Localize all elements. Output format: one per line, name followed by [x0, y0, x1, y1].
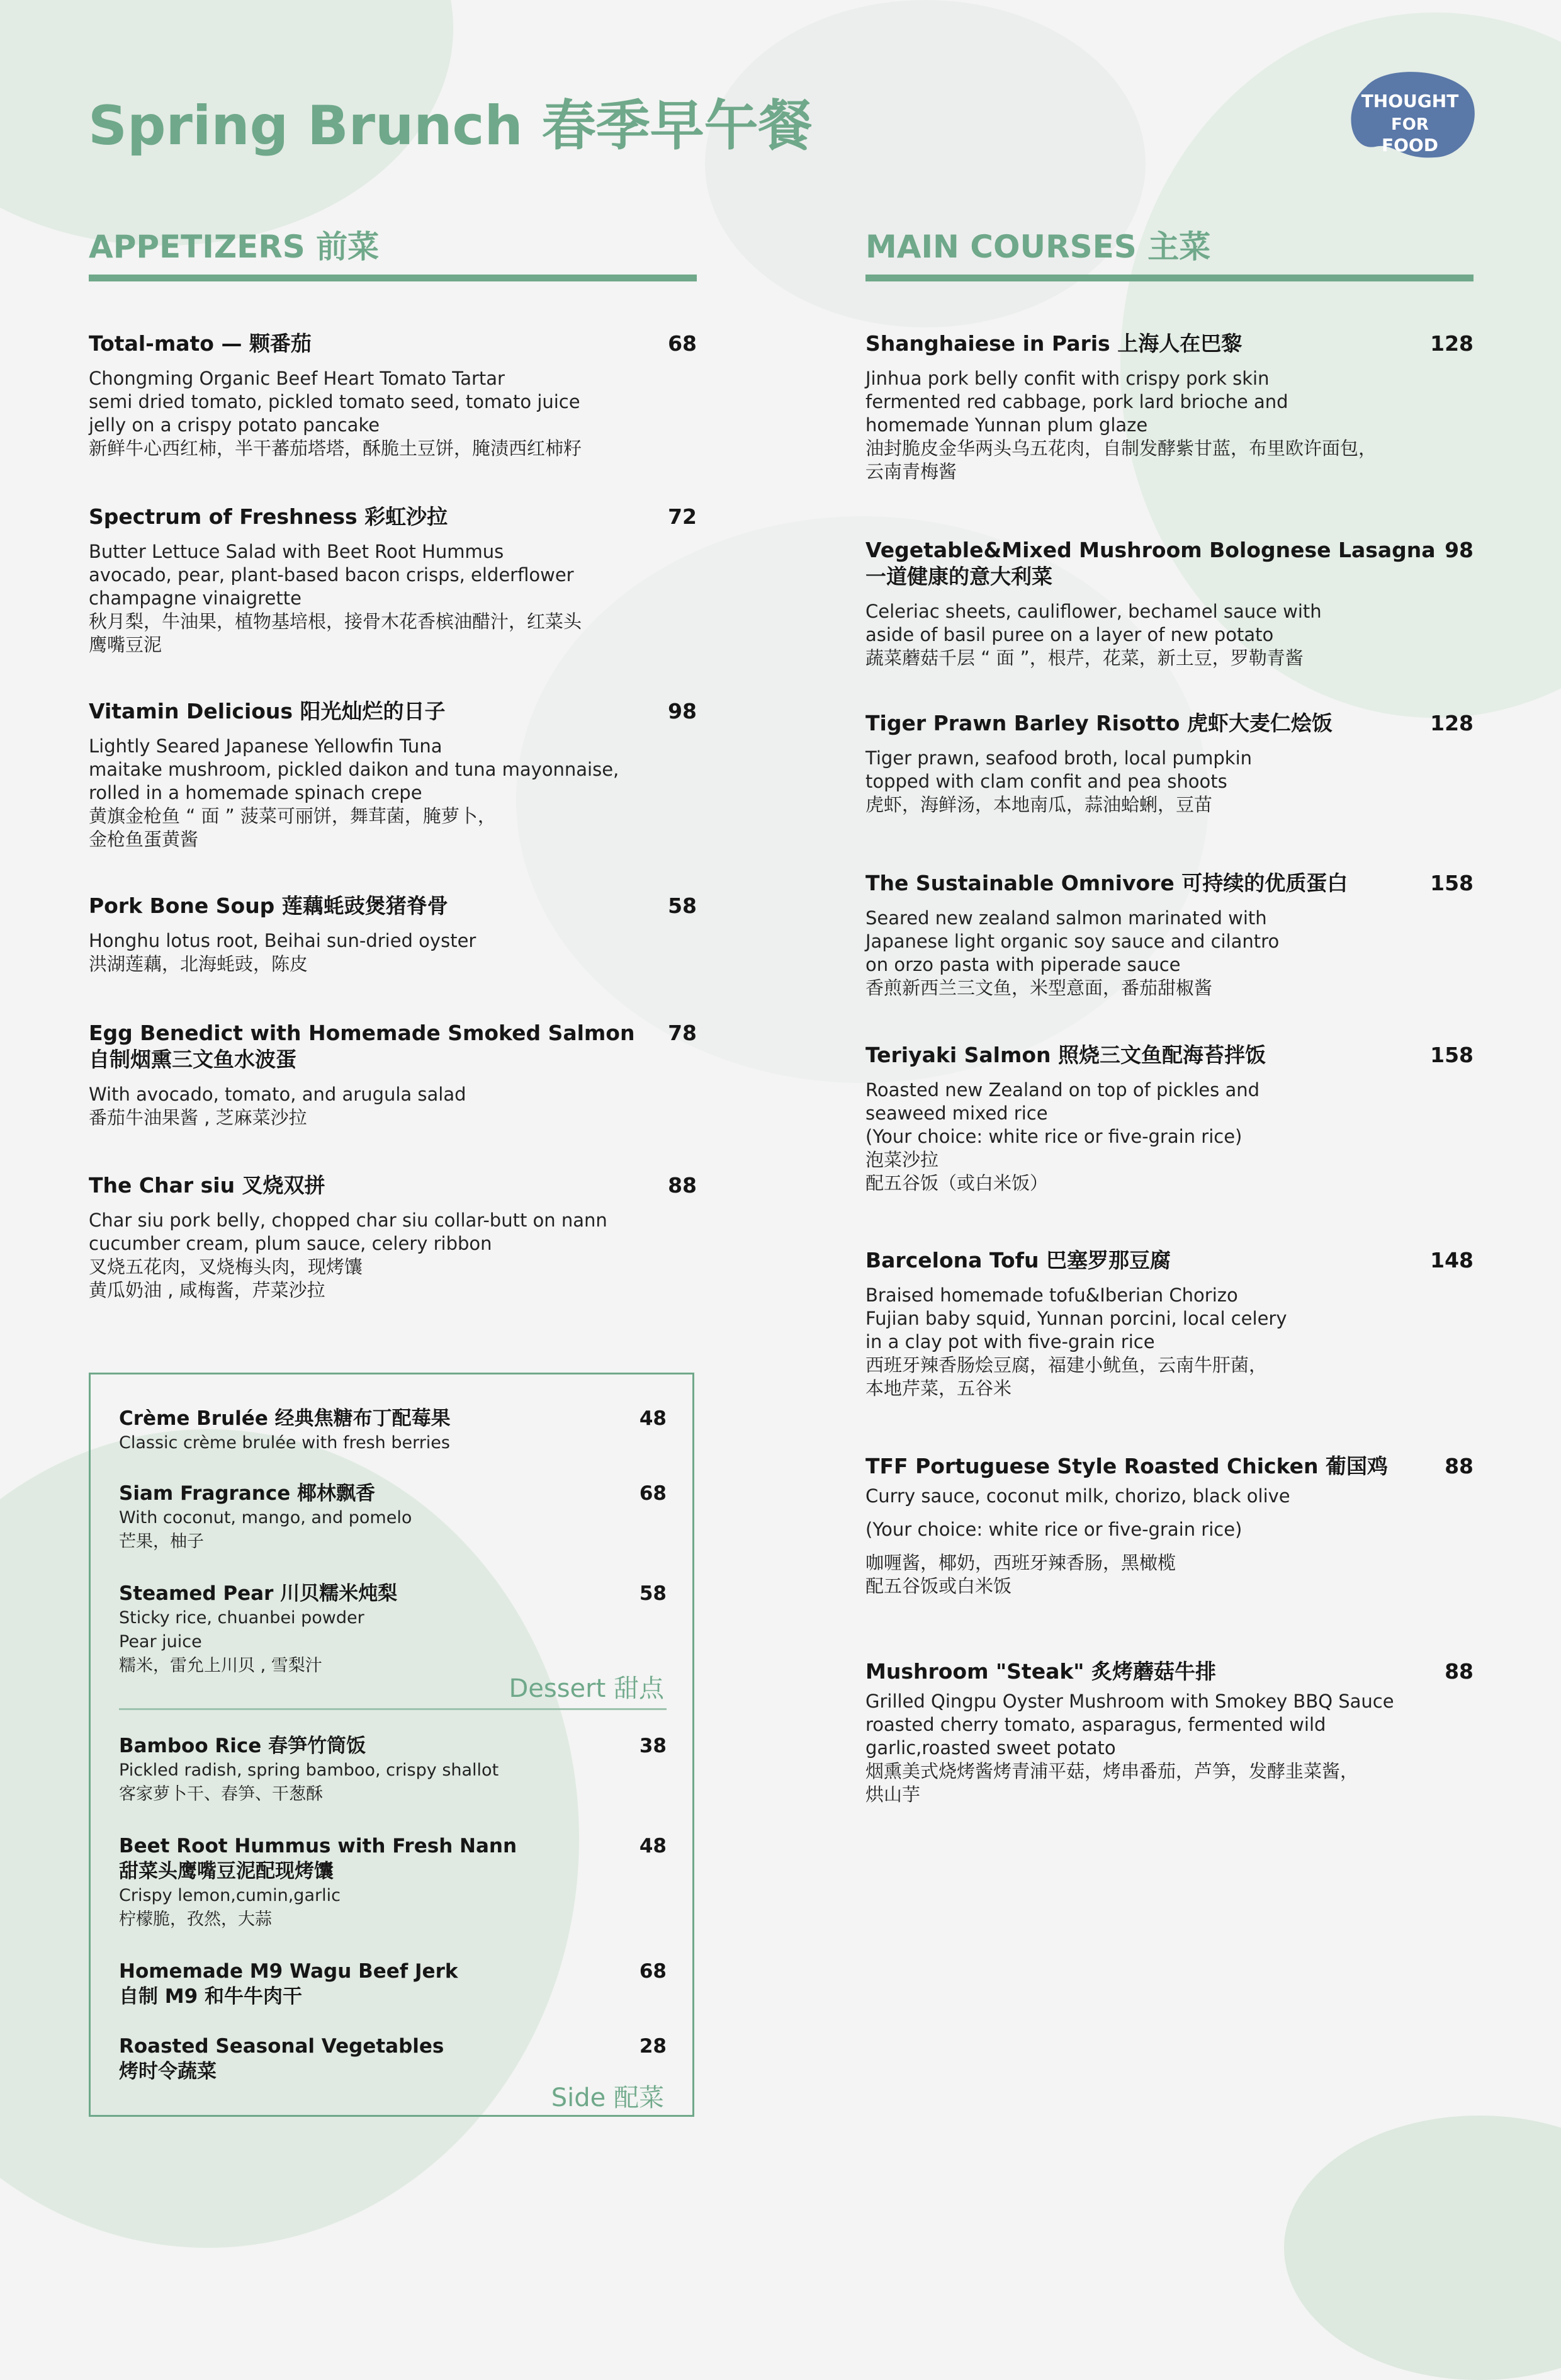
item-name: Crème Brulée 经典焦糖布丁配莓果	[119, 1407, 451, 1430]
item-name: Vegetable&Mixed Mushroom Bolognese Lasagna	[865, 538, 1436, 562]
item-price: 128	[1430, 331, 1474, 356]
item-description: 柠檬脆，孜然，大蒜	[119, 1910, 272, 1929]
item-description: cucumber cream, plum sauce, celery ribbon	[89, 1233, 492, 1254]
item-description: Curry sauce, coconut milk, chorizo, black olive	[865, 1485, 1290, 1507]
item-description: Braised homemade tofu&Iberian Chorizo	[865, 1284, 1238, 1306]
item-name: Beet Root Hummus with Fresh Nann	[119, 1835, 517, 1857]
item-name: TFF Portuguese Style Roasted Chicken 葡国鸡	[865, 1454, 1388, 1478]
item-description: 客家萝卜干、春笋、干葱酥	[119, 1784, 323, 1804]
item-description: semi dried tomato, pickled tomato seed, tomato juice	[89, 391, 580, 412]
item-description: 本地芹菜，五谷米	[865, 1378, 1012, 1399]
item-description: homemade Yunnan plum glaze	[865, 414, 1148, 436]
menu-item-mushroom-steak	[865, 1658, 1474, 1806]
appetizers-divider	[89, 275, 697, 281]
menu-item-egg-benedict	[89, 1020, 697, 1130]
item-price: 68	[639, 1960, 667, 1983]
item-description: 烘山芋	[865, 1784, 921, 1805]
item-description: 鹰嘴豆泥	[89, 634, 162, 655]
item-description: Char siu pork belly, chopped char siu collar-butt on nann	[89, 1210, 607, 1231]
item-name: Siam Fragrance 椰林飘香	[119, 1482, 376, 1505]
item-description: 秋月梨，牛油果，植物基培根，接骨木花香槟油醋汁，红菜头	[89, 611, 582, 632]
dessert-side-box	[89, 1373, 694, 2117]
menu-item-spectrum-of-freshness	[89, 504, 697, 657]
item-description: jelly on a crispy potato pancake	[89, 414, 380, 436]
item-description: 金枪鱼蛋黄酱	[89, 829, 199, 850]
item-description: Sticky rice, chuanbei powder	[119, 1608, 364, 1628]
menu-item-portuguese-chicken	[865, 1453, 1474, 1598]
item-description: 配五谷饭（或白米饭）	[865, 1172, 1049, 1194]
menu-item-shanghaiese-in-paris	[865, 331, 1474, 484]
item-price: 68	[668, 331, 697, 356]
item-price: 88	[668, 1173, 697, 1198]
item-description: 香煎新西兰三文鱼，米型意面，番茄甜椒酱	[865, 977, 1213, 999]
item-name: Steamed Pear 川贝糯米炖梨	[119, 1582, 398, 1605]
item-description: 咖喱酱，椰奶，西班牙辣香肠，黑橄榄	[865, 1552, 1176, 1573]
appetizers-title: APPETIZERS 前菜	[89, 229, 380, 265]
item-name: Mushroom "Steak" 炙烤蘑菇牛排	[865, 1659, 1216, 1684]
item-price: 48	[639, 1835, 667, 1857]
item-price: 72	[668, 504, 697, 529]
item-description: on orzo pasta with piperade sauce	[865, 954, 1181, 975]
item-price: 158	[1430, 871, 1474, 895]
menu-item-barcelona-tofu	[865, 1247, 1474, 1400]
item-price: 68	[639, 1482, 667, 1505]
item-name: Barcelona Tofu 巴塞罗那豆腐	[865, 1248, 1171, 1272]
item-description: Seared new zealand salmon marinated with	[865, 907, 1267, 929]
item-name: The Sustainable Omnivore 可持续的优质蛋白	[865, 871, 1348, 895]
item-description: Butter Lettuce Salad with Beet Root Hummus	[89, 541, 504, 562]
item-price: 98	[668, 699, 697, 723]
item-description: fermented red cabbage, pork lard brioche and	[865, 391, 1288, 412]
item-description: 糯米，雷允上川贝 , 雪梨汁	[119, 1656, 322, 1675]
item-description: Japanese light organic soy sauce and cilantro	[865, 931, 1280, 952]
item-description: (Your choice: white rice or five-grain rice)	[865, 1126, 1243, 1147]
item-name-chinese: 甜菜头鹰嘴豆泥配现烤馕	[119, 1860, 334, 1883]
item-description: 黄瓜奶油 , 咸梅酱，芹菜沙拉	[89, 1279, 325, 1301]
menu-item-teriyaki-salmon	[865, 1042, 1474, 1195]
item-description: Roasted new Zealand on top of pickles and	[865, 1079, 1260, 1101]
item-description: Pear juice	[119, 1632, 202, 1652]
svg-text:FOOD: FOOD	[1382, 135, 1438, 156]
item-description: 虎虾，海鲜汤，本地南瓜，蒜油蛤蜊，豆苗	[865, 794, 1213, 815]
item-description: avocado, pear, plant-based bacon crisps, elderflower	[89, 564, 574, 586]
item-description: Tiger prawn, seafood broth, local pumpkin	[865, 747, 1253, 769]
item-price: 58	[639, 1582, 667, 1605]
item-description: aside of basil puree on a layer of new potato	[865, 624, 1274, 645]
menu-item-steamed-pear	[119, 1581, 667, 1678]
item-description: seaweed mixed rice	[865, 1102, 1048, 1124]
item-name: Egg Benedict with Homemade Smoked Salmon	[89, 1021, 635, 1045]
item-description: 蔬菜蘑菇千层 “ 面 ”，根芹，花菜，新土豆，罗勒青酱	[865, 647, 1304, 669]
item-name-chinese: 自制烟熏三文鱼水波蛋	[89, 1047, 296, 1072]
item-price: 158	[1430, 1043, 1474, 1067]
item-description: garlic,roasted sweet potato	[865, 1737, 1116, 1759]
item-description: 云南青梅酱	[865, 461, 957, 482]
item-description: in a clay pot with five-grain rice	[865, 1331, 1155, 1352]
menu-item-char-siu	[89, 1172, 697, 1302]
item-price: 28	[639, 2035, 667, 2058]
item-name: Bamboo Rice 春笋竹筒饭	[119, 1735, 366, 1757]
item-name-chinese: 烤时令蔬菜	[119, 2060, 217, 2083]
item-description: Crispy lemon,cumin,garlic	[119, 1886, 341, 1905]
item-description: 番茄牛油果酱 , 芝麻菜沙拉	[89, 1107, 307, 1128]
item-description: (Your choice: white rice or five-grain rice)	[865, 1519, 1243, 1540]
item-description: roasted cherry tomato, asparagus, fermented wild	[865, 1714, 1326, 1735]
item-price: 58	[668, 893, 697, 918]
item-description: rolled in a homemade spinach crepe	[89, 782, 422, 803]
menu-item-sustainable-omnivore	[865, 870, 1474, 1000]
menu-item-total-mato	[89, 331, 697, 460]
background-shape	[1284, 2116, 1561, 2380]
item-description: Classic crème brulée with fresh berries	[119, 1433, 450, 1453]
item-description: Fujian baby squid, Yunnan porcini, local celery	[865, 1308, 1287, 1329]
item-description: Celeriac sheets, cauliflower, bechamel sauce with	[865, 601, 1322, 622]
menu-item-tiger-prawn-risotto	[865, 710, 1474, 817]
item-description: Honghu lotus root, Beihai sun-dried oyster	[89, 930, 476, 951]
item-description: 洪湖莲藕，北海蚝豉，陈皮	[89, 953, 308, 975]
item-name: Tiger Prawn Barley Risotto 虎虾大麦仁烩饭	[865, 711, 1333, 735]
item-price: 88	[1445, 1659, 1474, 1684]
item-price: 88	[1445, 1454, 1474, 1478]
item-description: Pickled radish, spring bamboo, crispy shallot	[119, 1760, 499, 1780]
item-description: Grilled Qingpu Oyster Mushroom with Smokey BBQ Sauce	[865, 1691, 1394, 1712]
menu-item-roasted-vegetables	[119, 2034, 667, 2084]
item-name: Vitamin Delicious 阳光灿烂的日子	[89, 699, 446, 723]
item-description: With coconut, mango, and pomelo	[119, 1508, 412, 1527]
menu-item-siam-fragrance	[119, 1481, 667, 1554]
item-name: Teriyaki Salmon 照烧三文鱼配海苔拌饭	[865, 1043, 1266, 1067]
item-description: maitake mushroom, pickled daikon and tuna mayonnaise,	[89, 759, 619, 780]
svg-text:FOR: FOR	[1391, 115, 1429, 134]
menu-item-beet-root-hummus	[119, 1833, 667, 1932]
side-label: Side 配菜	[551, 2083, 664, 2112]
main-courses-divider	[865, 275, 1474, 281]
item-description: 芒果，柚子	[119, 1532, 204, 1551]
menu-title: Spring Brunch 春季早午餐	[88, 94, 813, 157]
menu-item-mushroom-lasagna	[865, 537, 1474, 670]
item-description: Jinhua pork belly confit with crispy pork skin	[865, 368, 1270, 389]
item-description: 油封脆皮金华两头乌五花肉，自制发酵紫甘蓝，布里欧许面包，	[865, 438, 1377, 459]
item-name: Roasted Seasonal Vegetables	[119, 2035, 444, 2058]
item-name: Pork Bone Soup 莲藕蚝豉煲猪脊骨	[89, 893, 448, 918]
item-description: 西班牙辣香肠烩豆腐，福建小鱿鱼，云南牛肝菌，	[865, 1354, 1268, 1376]
item-name: Spectrum of Freshness 彩虹沙拉	[89, 504, 448, 529]
menu-item-creme-brulee	[119, 1406, 667, 1455]
item-description: With avocado, tomato, and arugula salad	[89, 1084, 466, 1105]
item-description: 烟熏美式烧烤酱烤青浦平菇，烤串番茄，芦笋，发酵韭菜酱，	[865, 1760, 1359, 1782]
item-price: 128	[1430, 711, 1474, 735]
item-name: Homemade M9 Wagu Beef Jerk	[119, 1960, 458, 1983]
item-description: 配五谷饭或白米饭	[865, 1575, 1012, 1597]
item-name-chinese: 一道健康的意大利菜	[865, 564, 1052, 589]
item-description: Lightly Seared Japanese Yellowfin Tuna	[89, 735, 442, 757]
item-name-chinese: 自制 M9 和牛牛肉干	[119, 1985, 303, 2008]
item-price: 48	[639, 1407, 667, 1430]
item-description: 黄旗金枪鱼 “ 面 ” 菠菜可丽饼，舞茸菌，腌萝卜，	[89, 805, 496, 827]
item-price: 38	[639, 1735, 667, 1757]
svg-text:THOUGHT: THOUGHT	[1361, 91, 1459, 111]
menu-item-bamboo-rice	[119, 1733, 667, 1806]
menu-item-vitamin-delicious	[89, 698, 697, 851]
menu-item-wagyu-beef-jerky	[119, 1959, 667, 2009]
item-description: 叉烧五花肉，叉烧梅头肉，现烤馕	[89, 1256, 363, 1278]
item-description: 新鲜牛心西红柿，半干蕃茄塔塔，酥脆土豆饼，腌渍西红柿籽	[89, 438, 582, 459]
dessert-label: Dessert 甜点	[509, 1674, 664, 1703]
item-description: 泡菜沙拉	[865, 1149, 939, 1170]
item-description: champagne vinaigrette	[89, 587, 301, 609]
main-courses-title: MAIN COURSES 主菜	[865, 229, 1211, 265]
item-description: Chongming Organic Beef Heart Tomato Tartar	[89, 368, 505, 389]
thought-for-food-logo	[1341, 68, 1479, 162]
item-description: topped with clam confit and pea shoots	[865, 771, 1227, 792]
item-price: 98	[1445, 538, 1474, 562]
menu-item-pork-bone-soup	[89, 893, 697, 976]
item-price: 148	[1430, 1248, 1474, 1272]
dessert-divider	[119, 1708, 667, 1710]
item-name: Total-mato — 颗番茄	[89, 331, 312, 356]
item-price: 78	[668, 1021, 697, 1045]
item-name: The Char siu 叉烧双拼	[89, 1173, 325, 1198]
item-name: Shanghaiese in Paris 上海人在巴黎	[865, 331, 1243, 356]
